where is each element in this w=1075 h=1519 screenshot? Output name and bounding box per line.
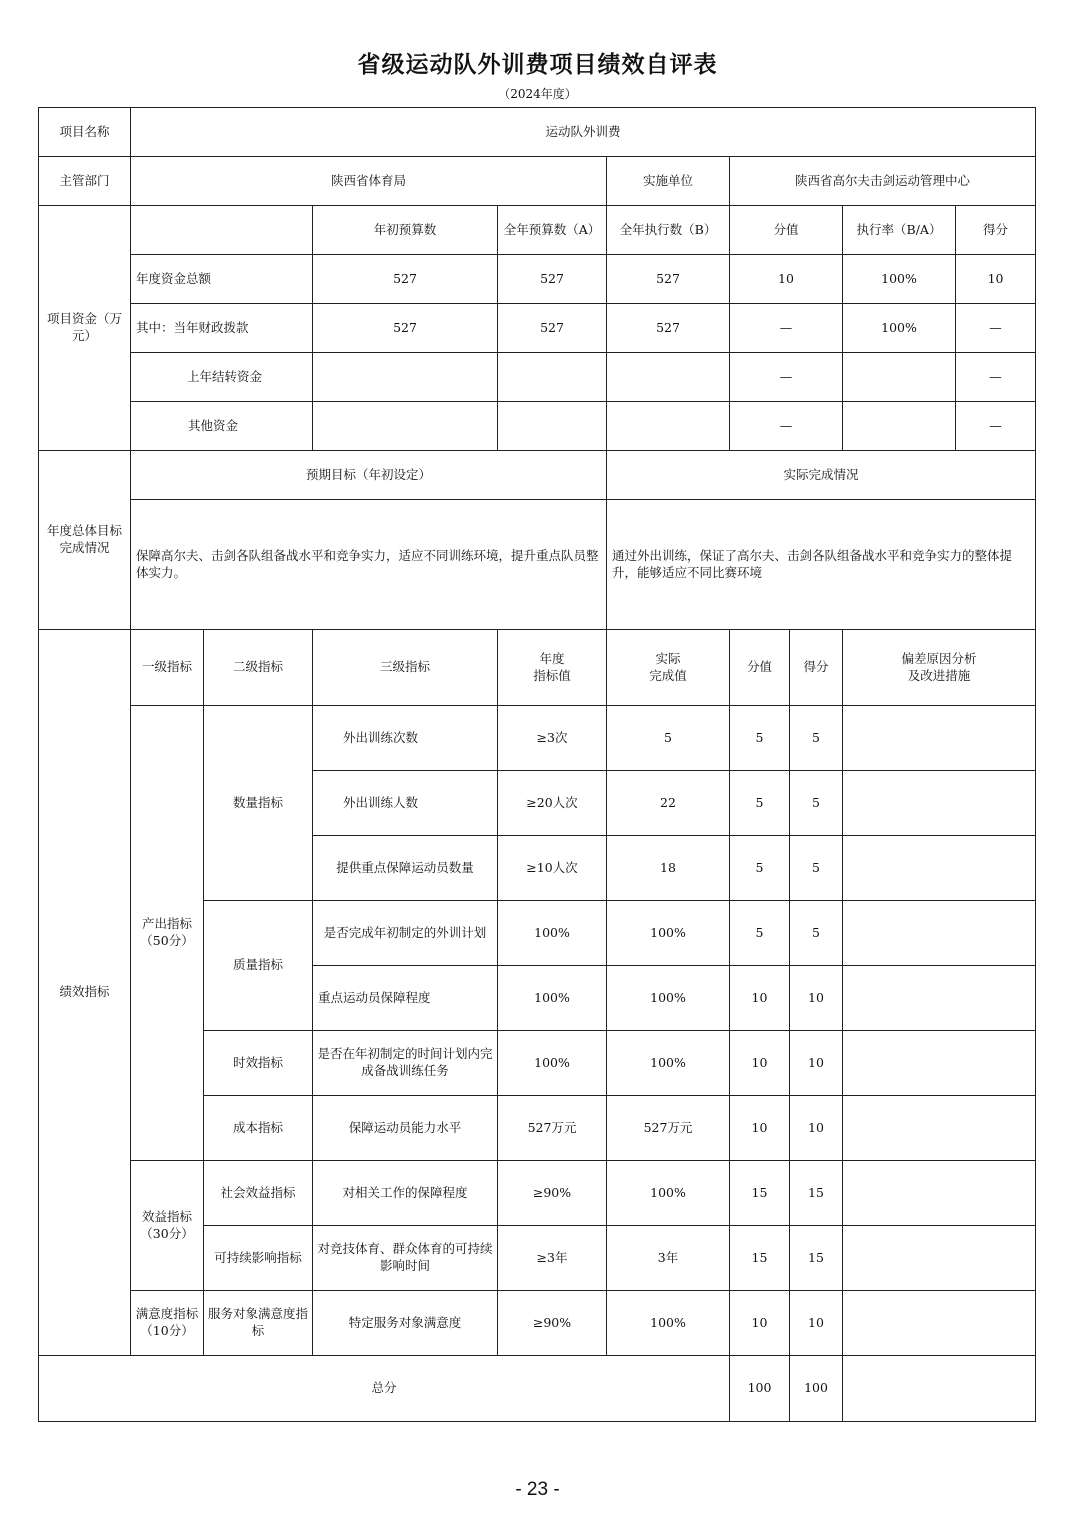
funds-cell: 527 <box>607 304 730 353</box>
indicator-analysis <box>843 771 1036 836</box>
header-level3: 三级指标 <box>313 630 498 706</box>
indicator-name: 保障运动员能力水平 <box>313 1096 498 1161</box>
funds-blank-header <box>131 206 313 255</box>
project-name-value: 运动队外训费 <box>131 108 1036 157</box>
level1-satisfaction: 满意度指标（10分） <box>131 1291 204 1356</box>
department-label: 主管部门 <box>39 157 131 206</box>
funds-row-name: 年度资金总额 <box>131 255 313 304</box>
indicator-analysis <box>843 1226 1036 1291</box>
goals-header-row <box>39 451 1036 500</box>
funds-cell: — <box>730 304 843 353</box>
funds-cell <box>607 402 730 451</box>
funds-cell <box>313 353 498 402</box>
indicator-score: 15 <box>790 1226 843 1291</box>
indicator-score-value: 5 <box>730 706 790 771</box>
funds-cell: 527 <box>313 304 498 353</box>
indicator-score: 5 <box>790 706 843 771</box>
funds-cell: 10 <box>956 255 1036 304</box>
goals-actual-header: 实际完成情况 <box>607 451 1036 500</box>
indicator-target: 100% <box>498 966 607 1031</box>
report-year: （2024年度） <box>498 87 577 101</box>
funds-cell: 100% <box>843 304 956 353</box>
indicator-score: 10 <box>790 966 843 1031</box>
indicator-analysis <box>843 966 1036 1031</box>
indicator-score: 5 <box>790 771 843 836</box>
total-analysis <box>843 1356 1036 1422</box>
indicator-actual: 100% <box>607 1291 730 1356</box>
indicator-actual: 22 <box>607 771 730 836</box>
indicator-score: 10 <box>790 1096 843 1161</box>
indicator-score-value: 15 <box>730 1161 790 1226</box>
page-number: - 23 - <box>515 1479 560 1500</box>
funds-cell <box>313 402 498 451</box>
funds-header-initial-budget: 年初预算数 <box>313 206 498 255</box>
indicator-analysis <box>843 836 1036 901</box>
total-row <box>39 1356 1036 1422</box>
funds-cell: — <box>730 353 843 402</box>
funds-row <box>39 304 1036 353</box>
indicator-score-value: 10 <box>730 1096 790 1161</box>
level2-social: 社会效益指标 <box>204 1161 313 1226</box>
funds-row-name: 其中：当年财政拨款 <box>131 304 313 353</box>
funds-label: 项目资金（万元） <box>39 206 131 451</box>
indicator-score: 5 <box>790 901 843 966</box>
project-name-row <box>39 108 1036 157</box>
indicator-target: ≥90% <box>498 1161 607 1226</box>
indicator-target: ≥20人次 <box>498 771 607 836</box>
indicator-target: 527万元 <box>498 1096 607 1161</box>
level1-output: 产出指标 （50分） <box>131 706 204 1161</box>
funds-cell: 527 <box>607 255 730 304</box>
indicator-actual: 5 <box>607 706 730 771</box>
funds-cell: — <box>956 353 1036 402</box>
indicator-target: ≥10人次 <box>498 836 607 901</box>
indicator-row <box>39 1161 1036 1226</box>
implementing-unit-value: 陕西省高尔夫击剑运动管理中心 <box>730 157 1036 206</box>
indicator-score-value: 5 <box>730 771 790 836</box>
implementing-unit-label: 实施单位 <box>607 157 730 206</box>
level1-benefit: 效益指标 （30分） <box>131 1161 204 1291</box>
indicator-analysis <box>843 901 1036 966</box>
funds-header-score-value: 分值 <box>730 206 843 255</box>
indicator-score: 10 <box>790 1031 843 1096</box>
funds-cell: — <box>730 402 843 451</box>
indicator-actual: 100% <box>607 1161 730 1226</box>
indicator-analysis <box>843 1096 1036 1161</box>
indicator-name: 是否在年初制定的时间计划内完成备战训练任务 <box>313 1031 498 1096</box>
header-level1: 一级指标 <box>131 630 204 706</box>
funds-row-name: 其他资金 <box>131 402 313 451</box>
indicator-target: ≥90% <box>498 1291 607 1356</box>
indicators-header-row <box>39 630 1036 706</box>
goals-actual-text: 通过外出训练，保证了高尔夫、击剑各队组备战水平和竞争实力的整体提升，能够适应不同比赛环境 <box>607 500 1036 630</box>
indicator-score: 5 <box>790 836 843 901</box>
header-level2: 二级指标 <box>204 630 313 706</box>
indicator-target: ≥3次 <box>498 706 607 771</box>
level2-cost: 成本指标 <box>204 1096 313 1161</box>
funds-header-annual-budget: 全年预算数（A） <box>498 206 607 255</box>
indicators-label: 绩效指标 <box>39 630 131 1356</box>
indicator-actual: 18 <box>607 836 730 901</box>
funds-row-name: 上年结转资金 <box>131 353 313 402</box>
self-evaluation-table <box>38 107 1036 1422</box>
total-score: 100 <box>790 1356 843 1422</box>
indicator-analysis <box>843 1291 1036 1356</box>
indicator-score-value: 5 <box>730 836 790 901</box>
indicator-score-value: 10 <box>730 1291 790 1356</box>
header-score: 得分 <box>790 630 843 706</box>
indicator-score: 10 <box>790 1291 843 1356</box>
indicator-score-value: 10 <box>730 966 790 1031</box>
indicator-actual: 527万元 <box>607 1096 730 1161</box>
funds-row <box>39 255 1036 304</box>
funds-cell: 527 <box>498 255 607 304</box>
goals-expected-header: 预期目标（年初设定） <box>131 451 607 500</box>
funds-cell <box>843 353 956 402</box>
header-analysis: 偏差原因分析 及改进措施 <box>843 630 1036 706</box>
project-name-label: 项目名称 <box>39 108 131 157</box>
indicator-score-value: 5 <box>730 901 790 966</box>
funds-cell: — <box>956 402 1036 451</box>
indicator-row <box>39 1291 1036 1356</box>
total-label: 总分 <box>39 1356 730 1422</box>
funds-cell: — <box>956 304 1036 353</box>
indicator-target: 100% <box>498 901 607 966</box>
level2-timeliness: 时效指标 <box>204 1031 313 1096</box>
funds-cell <box>843 402 956 451</box>
funds-cell: 527 <box>498 304 607 353</box>
indicator-name: 外出训练人数 <box>313 771 498 836</box>
funds-cell <box>498 353 607 402</box>
indicator-row <box>39 706 1036 771</box>
funds-row <box>39 402 1036 451</box>
indicator-analysis <box>843 1031 1036 1096</box>
funds-cell: 100% <box>843 255 956 304</box>
funds-header-score: 得分 <box>956 206 1036 255</box>
indicator-actual: 100% <box>607 966 730 1031</box>
indicator-actual: 100% <box>607 1031 730 1096</box>
indicator-score-value: 10 <box>730 1031 790 1096</box>
department-value: 陕西省体育局 <box>131 157 607 206</box>
funds-cell: 10 <box>730 255 843 304</box>
level2-sustain: 可持续影响指标 <box>204 1226 313 1291</box>
level2-quantity: 数量指标 <box>204 706 313 901</box>
goals-label: 年度总体目标完成情况 <box>39 451 131 630</box>
level2-quality: 质量指标 <box>204 901 313 1031</box>
indicator-analysis <box>843 1161 1036 1226</box>
page-title: 省级运动队外训费项目绩效自评表 <box>357 52 718 78</box>
total-value: 100 <box>730 1356 790 1422</box>
indicator-name: 是否完成年初制定的外训计划 <box>313 901 498 966</box>
indicator-analysis <box>843 706 1036 771</box>
indicator-name: 提供重点保障运动员数量 <box>313 836 498 901</box>
indicator-target: 100% <box>498 1031 607 1096</box>
header-target: 年度 指标值 <box>498 630 607 706</box>
indicator-name: 对相关工作的保障程度 <box>313 1161 498 1226</box>
funds-row <box>39 353 1036 402</box>
indicator-actual: 3年 <box>607 1226 730 1291</box>
funds-header-rate: 执行率（B/A） <box>843 206 956 255</box>
funds-header-executed: 全年执行数（B） <box>607 206 730 255</box>
indicator-name: 外出训练次数 <box>313 706 498 771</box>
indicator-name: 重点运动员保障程度 <box>313 966 498 1031</box>
indicator-score: 15 <box>790 1161 843 1226</box>
goals-expected-text: 保障高尔夫、击剑各队组备战水平和竞争实力，适应不同训练环境，提升重点队员整体实力。 <box>131 500 607 630</box>
level2-service: 服务对象满意度指标 <box>204 1291 313 1356</box>
funds-cell <box>607 353 730 402</box>
indicator-actual: 100% <box>607 901 730 966</box>
indicator-name: 特定服务对象满意度 <box>313 1291 498 1356</box>
indicator-score-value: 15 <box>730 1226 790 1291</box>
funds-cell <box>498 402 607 451</box>
funds-cell: 527 <box>313 255 498 304</box>
header-score-value: 分值 <box>730 630 790 706</box>
goals-content-row <box>39 500 1036 630</box>
department-row <box>39 157 1036 206</box>
header-actual: 实际 完成值 <box>607 630 730 706</box>
indicator-target: ≥3年 <box>498 1226 607 1291</box>
funds-header-row <box>39 206 1036 255</box>
indicator-name: 对竞技体育、群众体育的可持续影响时间 <box>313 1226 498 1291</box>
